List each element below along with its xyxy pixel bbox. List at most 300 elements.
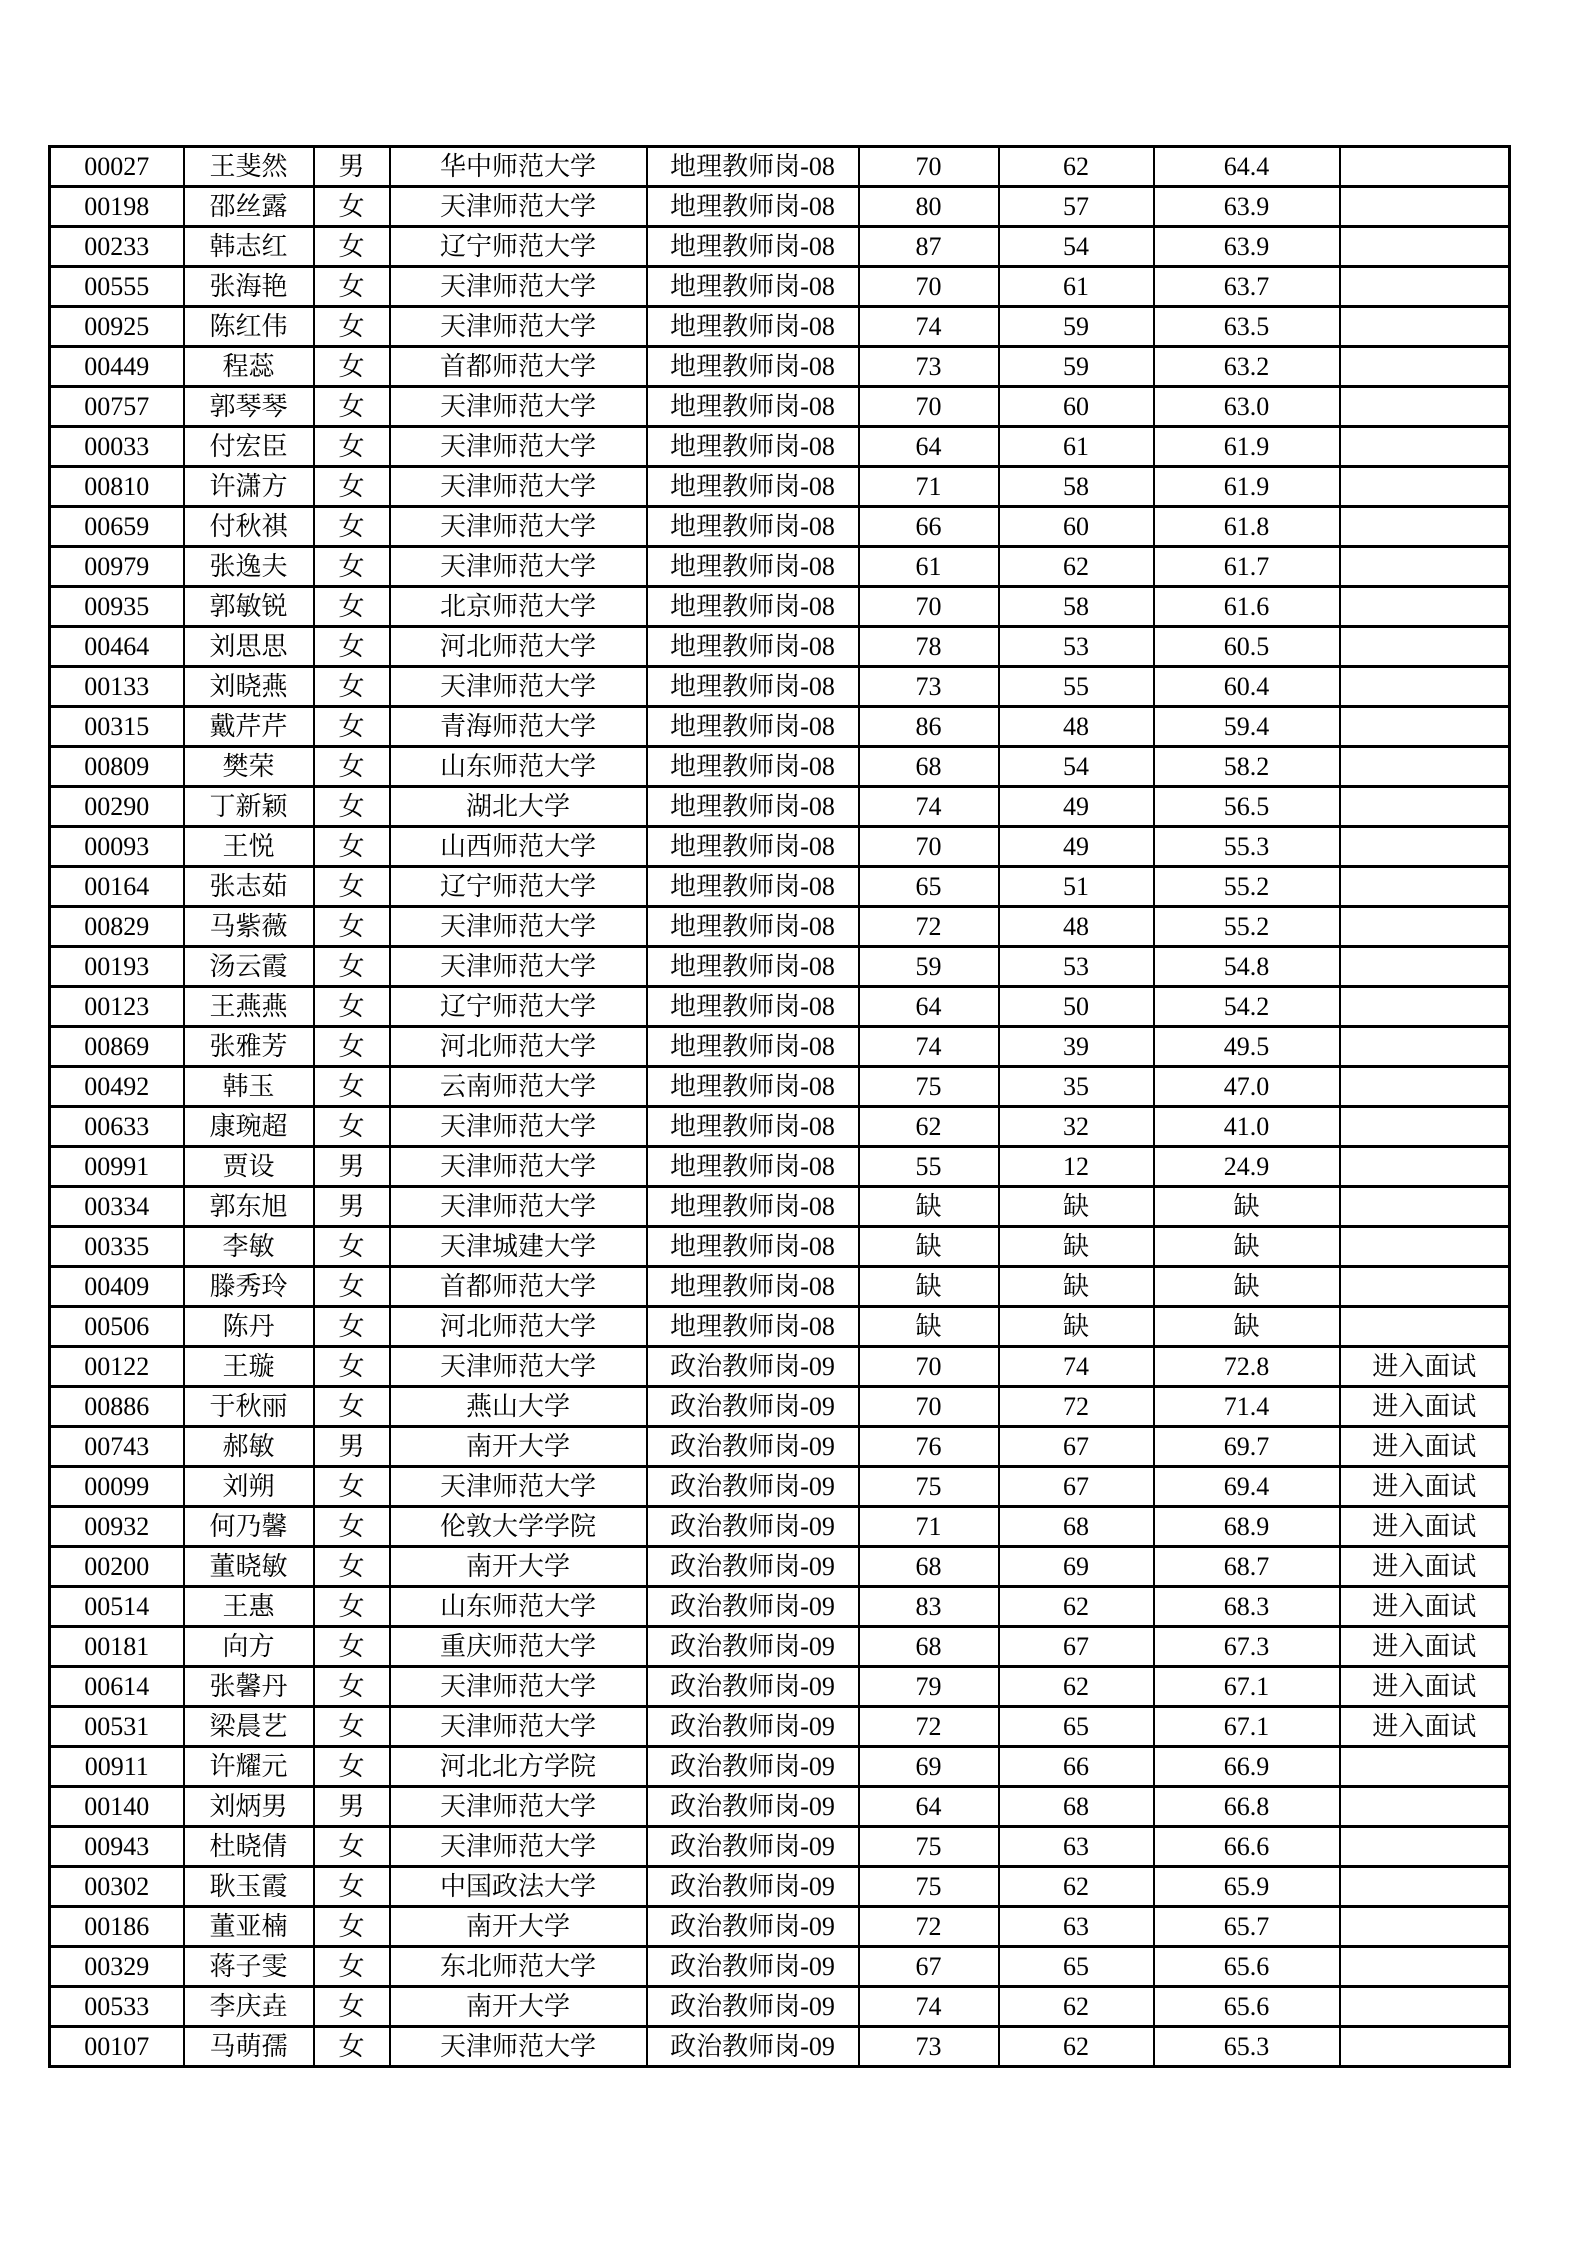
table-cell: 00033: [50, 427, 184, 467]
table-cell: 女: [314, 1307, 390, 1347]
table-cell: 73: [859, 667, 999, 707]
table-cell: 刘朔: [184, 1467, 314, 1507]
table-cell: 天津师范大学: [390, 187, 647, 227]
table-cell: 政治教师岗-09: [647, 1347, 859, 1387]
table-cell: 许潇方: [184, 467, 314, 507]
table-cell: [1340, 187, 1510, 227]
table-cell: 00829: [50, 907, 184, 947]
table-cell: 67: [859, 1947, 999, 1987]
table-cell: [1340, 707, 1510, 747]
table-cell: 78: [859, 627, 999, 667]
table-cell: 00633: [50, 1107, 184, 1147]
table-cell: 康琬超: [184, 1107, 314, 1147]
table-cell: 刘晓燕: [184, 667, 314, 707]
table-cell: 地理教师岗-08: [647, 507, 859, 547]
table-cell: 54.8: [1154, 947, 1340, 987]
table-row: [50, 1467, 1510, 1507]
table-cell: 进入面试: [1340, 1587, 1510, 1627]
table-cell: [1340, 307, 1510, 347]
table-cell: 山西师范大学: [390, 827, 647, 867]
table-cell: 政治教师岗-09: [647, 1587, 859, 1627]
table-cell: 61: [999, 267, 1154, 307]
table-cell: [1340, 1227, 1510, 1267]
table-cell: 天津师范大学: [390, 1107, 647, 1147]
table-cell: 董亚楠: [184, 1907, 314, 1947]
table-cell: 地理教师岗-08: [647, 867, 859, 907]
table-cell: 63.9: [1154, 227, 1340, 267]
table-cell: 南开大学: [390, 1427, 647, 1467]
table-cell: 65.9: [1154, 1867, 1340, 1907]
table-row: [50, 1547, 1510, 1587]
table-cell: 地理教师岗-08: [647, 387, 859, 427]
table-row: [50, 747, 1510, 787]
table-cell: 74: [859, 1027, 999, 1067]
table-row: [50, 987, 1510, 1027]
table-cell: 天津师范大学: [390, 1827, 647, 1867]
table-cell: 70: [859, 1347, 999, 1387]
table-cell: [1340, 627, 1510, 667]
table-cell: 湖北大学: [390, 787, 647, 827]
table-cell: 61: [859, 547, 999, 587]
table-cell: 郭敏锐: [184, 587, 314, 627]
table-row: [50, 1987, 1510, 2027]
table-cell: 00810: [50, 467, 184, 507]
table-cell: 女: [314, 387, 390, 427]
table-cell: 69.7: [1154, 1427, 1340, 1467]
table-cell: 55.2: [1154, 907, 1340, 947]
table-row: [50, 1667, 1510, 1707]
table-cell: 00093: [50, 827, 184, 867]
table-cell: 天津师范大学: [390, 307, 647, 347]
table-cell: 地理教师岗-08: [647, 827, 859, 867]
table-cell: 64: [859, 987, 999, 1027]
table-cell: 68.9: [1154, 1507, 1340, 1547]
table-cell: 地理教师岗-08: [647, 947, 859, 987]
table-cell: 进入面试: [1340, 1347, 1510, 1387]
table-cell: 中国政法大学: [390, 1867, 647, 1907]
table-cell: 66: [999, 1747, 1154, 1787]
table-cell: 65.7: [1154, 1907, 1340, 1947]
table-cell: 58.2: [1154, 747, 1340, 787]
table-cell: 河北师范大学: [390, 1307, 647, 1347]
table-cell: 68.3: [1154, 1587, 1340, 1627]
table-cell: 00886: [50, 1387, 184, 1427]
table-cell: 59: [859, 947, 999, 987]
table-cell: 00099: [50, 1467, 184, 1507]
table-cell: [1340, 427, 1510, 467]
table-cell: 女: [314, 1067, 390, 1107]
table-cell: 缺: [1154, 1267, 1340, 1307]
table-cell: 63.9: [1154, 187, 1340, 227]
table-cell: 政治教师岗-09: [647, 2027, 859, 2067]
table-cell: 70: [859, 827, 999, 867]
table-cell: 70: [859, 387, 999, 427]
table-cell: 62: [999, 547, 1154, 587]
table-cell: 65.6: [1154, 1987, 1340, 2027]
table-cell: 地理教师岗-08: [647, 1027, 859, 1067]
table-cell: [1340, 907, 1510, 947]
table-cell: 女: [314, 787, 390, 827]
table-cell: 女: [314, 1587, 390, 1627]
table-cell: 天津师范大学: [390, 947, 647, 987]
table-cell: 63: [999, 1827, 1154, 1867]
table-cell: 72: [999, 1387, 1154, 1427]
table-cell: 48: [999, 707, 1154, 747]
table-cell: 政治教师岗-09: [647, 1627, 859, 1667]
table-cell: 地理教师岗-08: [647, 227, 859, 267]
table-row: [50, 1067, 1510, 1107]
table-cell: 55: [859, 1147, 999, 1187]
table-row: [50, 227, 1510, 267]
table-cell: 政治教师岗-09: [647, 1467, 859, 1507]
table-cell: 进入面试: [1340, 1547, 1510, 1587]
table-cell: 地理教师岗-08: [647, 667, 859, 707]
table-row: [50, 307, 1510, 347]
table-cell: [1340, 1307, 1510, 1347]
table-cell: 00193: [50, 947, 184, 987]
table-cell: 戴芹芹: [184, 707, 314, 747]
table-row: [50, 547, 1510, 587]
table-row: [50, 507, 1510, 547]
table-cell: 地理教师岗-08: [647, 1307, 859, 1347]
table-cell: 63.0: [1154, 387, 1340, 427]
table-row: [50, 1307, 1510, 1347]
table-cell: [1340, 787, 1510, 827]
table-cell: 天津师范大学: [390, 547, 647, 587]
table-cell: 贾设: [184, 1147, 314, 1187]
table-cell: 00329: [50, 1947, 184, 1987]
table-cell: 韩志红: [184, 227, 314, 267]
table-cell: 00506: [50, 1307, 184, 1347]
table-row: [50, 827, 1510, 867]
table-cell: 云南师范大学: [390, 1067, 647, 1107]
table-cell: [1340, 987, 1510, 1027]
table-cell: 王悦: [184, 827, 314, 867]
table-cell: [1340, 1867, 1510, 1907]
table-cell: 71: [859, 1507, 999, 1547]
table-cell: [1340, 147, 1510, 187]
table-cell: 政治教师岗-09: [647, 1507, 859, 1547]
table-cell: [1340, 667, 1510, 707]
table-cell: 68: [859, 1627, 999, 1667]
table-cell: 68: [859, 1547, 999, 1587]
table-cell: 00181: [50, 1627, 184, 1667]
table-cell: 女: [314, 667, 390, 707]
table-cell: 67.1: [1154, 1707, 1340, 1747]
table-cell: 马紫薇: [184, 907, 314, 947]
table-cell: 00140: [50, 1787, 184, 1827]
table-cell: 68: [999, 1787, 1154, 1827]
table-cell: 76: [859, 1427, 999, 1467]
table-cell: 地理教师岗-08: [647, 587, 859, 627]
table-cell: 74: [859, 1987, 999, 2027]
table-cell: [1340, 1067, 1510, 1107]
table-row: [50, 467, 1510, 507]
table-cell: 62: [999, 1987, 1154, 2027]
table-cell: 首都师范大学: [390, 347, 647, 387]
table-cell: 女: [314, 1707, 390, 1747]
table-cell: 00979: [50, 547, 184, 587]
table-cell: 王斐然: [184, 147, 314, 187]
table-row: [50, 947, 1510, 987]
table-cell: 00200: [50, 1547, 184, 1587]
table-cell: 许耀元: [184, 1747, 314, 1787]
table-cell: 燕山大学: [390, 1387, 647, 1427]
table-cell: 辽宁师范大学: [390, 867, 647, 907]
table-cell: 政治教师岗-09: [647, 1747, 859, 1787]
table-row: [50, 1707, 1510, 1747]
table-cell: 49: [999, 827, 1154, 867]
table-cell: 女: [314, 1347, 390, 1387]
table-row: [50, 1027, 1510, 1067]
table-cell: 女: [314, 1907, 390, 1947]
table-cell: 00659: [50, 507, 184, 547]
table-cell: [1340, 1947, 1510, 1987]
table-cell: 政治教师岗-09: [647, 1987, 859, 2027]
table-cell: 65: [859, 867, 999, 907]
table-cell: 48: [999, 907, 1154, 947]
table-cell: 54: [999, 227, 1154, 267]
table-cell: 男: [314, 1427, 390, 1467]
table-cell: 女: [314, 227, 390, 267]
table-cell: 南开大学: [390, 1907, 647, 1947]
table-cell: 62: [999, 1867, 1154, 1907]
table-cell: 女: [314, 347, 390, 387]
results-table-body: [50, 147, 1510, 2067]
table-cell: 00911: [50, 1747, 184, 1787]
table-cell: 00925: [50, 307, 184, 347]
table-row: [50, 427, 1510, 467]
table-cell: 北京师范大学: [390, 587, 647, 627]
table-cell: 79: [859, 1667, 999, 1707]
table-cell: 72.8: [1154, 1347, 1340, 1387]
table-cell: 女: [314, 1507, 390, 1547]
table-cell: 61.6: [1154, 587, 1340, 627]
table-cell: 杜晓倩: [184, 1827, 314, 1867]
table-cell: 71.4: [1154, 1387, 1340, 1427]
table-cell: 女: [314, 1827, 390, 1867]
table-cell: 伦敦大学学院: [390, 1507, 647, 1547]
table-cell: 73: [859, 347, 999, 387]
table-cell: 天津师范大学: [390, 427, 647, 467]
table-row: [50, 707, 1510, 747]
table-cell: 女: [314, 907, 390, 947]
table-cell: 00514: [50, 1587, 184, 1627]
table-cell: 66: [859, 507, 999, 547]
table-cell: 王璇: [184, 1347, 314, 1387]
table-cell: 缺: [859, 1187, 999, 1227]
table-cell: [1340, 1787, 1510, 1827]
table-cell: 地理教师岗-08: [647, 1227, 859, 1267]
table-cell: 地理教师岗-08: [647, 307, 859, 347]
table-cell: 天津师范大学: [390, 1707, 647, 1747]
table-cell: [1340, 1267, 1510, 1307]
table-cell: 河北师范大学: [390, 1027, 647, 1067]
table-cell: 00302: [50, 1867, 184, 1907]
table-cell: 70: [859, 267, 999, 307]
table-cell: 87: [859, 227, 999, 267]
table-cell: 天津师范大学: [390, 907, 647, 947]
table-cell: 女: [314, 627, 390, 667]
table-cell: [1340, 947, 1510, 987]
table-cell: 60: [999, 507, 1154, 547]
table-cell: 女: [314, 1547, 390, 1587]
table-cell: 地理教师岗-08: [647, 1187, 859, 1227]
table-cell: 00233: [50, 227, 184, 267]
table-cell: 女: [314, 467, 390, 507]
table-cell: 女: [314, 1747, 390, 1787]
table-cell: 00027: [50, 147, 184, 187]
table-cell: [1340, 507, 1510, 547]
table-cell: 00869: [50, 1027, 184, 1067]
table-cell: 00943: [50, 1827, 184, 1867]
table-cell: 地理教师岗-08: [647, 627, 859, 667]
table-cell: 女: [314, 1267, 390, 1307]
table-cell: 75: [859, 1067, 999, 1107]
table-cell: 72: [859, 907, 999, 947]
table-cell: 山东师范大学: [390, 747, 647, 787]
table-cell: 00743: [50, 1427, 184, 1467]
table-cell: 马萌孺: [184, 2027, 314, 2067]
table-row: [50, 1627, 1510, 1667]
table-row: [50, 1507, 1510, 1547]
table-cell: 地理教师岗-08: [647, 987, 859, 1027]
table-cell: 地理教师岗-08: [647, 547, 859, 587]
table-cell: [1340, 387, 1510, 427]
table-cell: 50: [999, 987, 1154, 1027]
table-cell: 00122: [50, 1347, 184, 1387]
table-cell: 地理教师岗-08: [647, 1067, 859, 1107]
table-row: [50, 867, 1510, 907]
table-cell: 于秋丽: [184, 1387, 314, 1427]
table-row: [50, 1787, 1510, 1827]
table-cell: 华中师范大学: [390, 147, 647, 187]
table-cell: 00932: [50, 1507, 184, 1547]
table-cell: 62: [999, 1667, 1154, 1707]
table-cell: 75: [859, 1867, 999, 1907]
table-cell: [1340, 747, 1510, 787]
table-cell: 樊荣: [184, 747, 314, 787]
table-row: [50, 627, 1510, 667]
table-cell: 地理教师岗-08: [647, 347, 859, 387]
table-cell: 天津师范大学: [390, 667, 647, 707]
table-cell: 00107: [50, 2027, 184, 2067]
table-cell: 72: [859, 1907, 999, 1947]
table-cell: 缺: [999, 1227, 1154, 1267]
table-cell: 政治教师岗-09: [647, 1387, 859, 1427]
table-cell: 政治教师岗-09: [647, 1707, 859, 1747]
table-cell: [1340, 1107, 1510, 1147]
table-cell: 80: [859, 187, 999, 227]
table-cell: 60.5: [1154, 627, 1340, 667]
table-cell: 缺: [1154, 1307, 1340, 1347]
table-cell: 00334: [50, 1187, 184, 1227]
table-cell: 53: [999, 947, 1154, 987]
table-cell: 女: [314, 707, 390, 747]
table-cell: [1340, 1987, 1510, 2027]
table-cell: 00335: [50, 1227, 184, 1267]
table-cell: 55.3: [1154, 827, 1340, 867]
table-cell: 70: [859, 147, 999, 187]
table-cell: 61.9: [1154, 427, 1340, 467]
table-cell: 河北师范大学: [390, 627, 647, 667]
table-row: [50, 907, 1510, 947]
table-cell: 女: [314, 1947, 390, 1987]
table-cell: 进入面试: [1340, 1707, 1510, 1747]
table-cell: 梁晨艺: [184, 1707, 314, 1747]
table-cell: 66.6: [1154, 1827, 1340, 1867]
table-cell: 54.2: [1154, 987, 1340, 1027]
table-row: [50, 267, 1510, 307]
table-cell: 邵丝露: [184, 187, 314, 227]
table-cell: [1340, 1187, 1510, 1227]
table-cell: 女: [314, 987, 390, 1027]
table-cell: 86: [859, 707, 999, 747]
table-cell: 天津师范大学: [390, 1667, 647, 1707]
table-cell: 缺: [999, 1187, 1154, 1227]
table-cell: 女: [314, 1667, 390, 1707]
table-cell: 郝敏: [184, 1427, 314, 1467]
table-cell: [1340, 547, 1510, 587]
table-row: [50, 1187, 1510, 1227]
table-row: [50, 187, 1510, 227]
table-cell: 王燕燕: [184, 987, 314, 1027]
table-row: [50, 1587, 1510, 1627]
table-cell: 67: [999, 1627, 1154, 1667]
table-cell: 女: [314, 307, 390, 347]
table-cell: 地理教师岗-08: [647, 747, 859, 787]
table-cell: 女: [314, 1867, 390, 1907]
table-cell: 女: [314, 267, 390, 307]
table-cell: 女: [314, 507, 390, 547]
table-cell: 女: [314, 1387, 390, 1427]
table-cell: 57: [999, 187, 1154, 227]
score-table: [48, 145, 1511, 2068]
table-cell: 73: [859, 2027, 999, 2067]
table-row: [50, 1227, 1510, 1267]
table-cell: 61: [999, 427, 1154, 467]
table-cell: 00935: [50, 587, 184, 627]
table-cell: 00123: [50, 987, 184, 1027]
table-cell: 女: [314, 1627, 390, 1667]
table-row: [50, 587, 1510, 627]
table-cell: 66.8: [1154, 1787, 1340, 1827]
table-cell: 缺: [859, 1267, 999, 1307]
table-cell: 刘思思: [184, 627, 314, 667]
table-cell: [1340, 1147, 1510, 1187]
table-cell: 李敏: [184, 1227, 314, 1267]
table-cell: 地理教师岗-08: [647, 1147, 859, 1187]
table-row: [50, 787, 1510, 827]
table-cell: 蒋子雯: [184, 1947, 314, 1987]
table-cell: 地理教师岗-08: [647, 187, 859, 227]
table-cell: 74: [859, 787, 999, 827]
table-cell: 女: [314, 587, 390, 627]
table-cell: [1340, 1907, 1510, 1947]
table-cell: 47.0: [1154, 1067, 1340, 1107]
table-cell: 滕秀玲: [184, 1267, 314, 1307]
table-cell: 00164: [50, 867, 184, 907]
table-cell: 男: [314, 1187, 390, 1227]
table-cell: 付秋祺: [184, 507, 314, 547]
table-cell: 59: [999, 347, 1154, 387]
table-cell: 河北北方学院: [390, 1747, 647, 1787]
table-cell: 68: [999, 1507, 1154, 1547]
table-cell: [1340, 267, 1510, 307]
table-row: [50, 387, 1510, 427]
table-row: [50, 1107, 1510, 1147]
table-row: [50, 1867, 1510, 1907]
